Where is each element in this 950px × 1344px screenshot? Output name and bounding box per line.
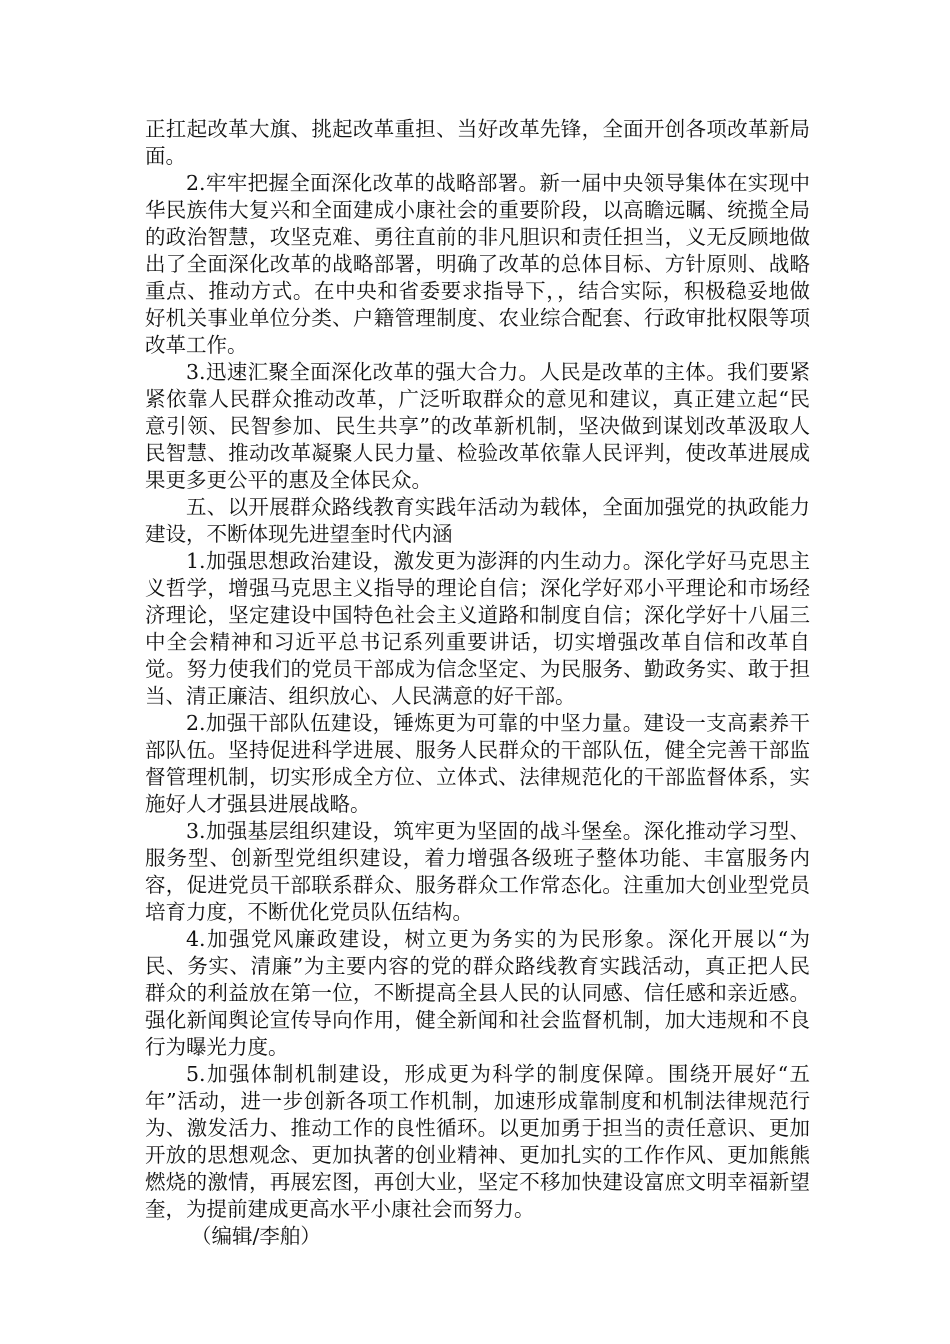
paragraph-continuation: 正扛起改革大旗、挑起改革重担、当好改革先锋，全面开创各项改革新局面。 [145,117,810,168]
paragraph-integrity: 4.加强党风廉政建设，树立更为务实的为民形象。深化开展以“为民、务实、清廉”为主要内容的党的群众路线教育实践活动，真正把人民群众的利益放在第一位，不断提高全县人民的认同感、信任感和亲近感。强化新闻舆论宣传导向作用，健全新闻和社会监督机制，加大违规和不良行为曝光力度。 [145,927,810,1059]
section-heading-five: 五、以开展群众路线教育实践年活动为载体，全面加强党的执政能力建设，不断体现先进望奎时代内涵 [145,495,810,546]
document-page [145,116,810,1250]
paragraph-ideology: 1.加强思想政治建设，激发更为澎湃的内生动力。深化学好马克思主义哲学，增强马克思主义指导的理论自信；深化学好邓小平理论和市场经济理论，坚定建设中国特色社会主义道路和制度自信；深化学好十八届三中全会精神和习近平总书记系列重要讲话，切实增强改革自信和改革自觉。努力使我们的党员干部成为信念坚定、为民服务、勤政务实、敢于担当、清正廉洁、组织放心、人民满意的好干部。 [145,549,810,708]
paragraph-institutions: 5.加强体制机制建设，形成更为科学的制度保障。围绕开展好“五年”活动，进一步创新各项工作机制，加速形成靠制度和机制法律规范行为、激发活力、推动工作的良性循环。以更加勇于担当的责任意识、更加开放的思想观念、更加执著的创业精神、更加扎实的工作作风、更加熊熊燃烧的激情，再展宏图，再创大业，坚定不移加快建设富庶文明幸福新望奎，为提前建成更高水平小康社会而努力。 [145,1062,810,1221]
paragraph-grassroots: 3.加强基层组织建设，筑牢更为坚固的战斗堡垒。深化推动学习型、服务型、创新型党组织建设，着力增强各级班子整体功能、丰富服务内容，促进党员干部联系群众、服务群众工作常态化。注重加大创业型党员培育力度，不断优化党员队伍结构。 [145,819,810,924]
paragraph-reform-force: 3.迅速汇聚全面深化改革的强大合力。人民是改革的主体。我们要紧紧依靠人民群众推动改革，广泛听取群众的意见和建议，真正建立起“民意引领、民智参加、民生共享”的改革新机制，坚决做到谋划改革汲取人民智慧、推动改革凝聚人民力量、检验改革依靠人民评判，使改革进展成果更多更公平的惠及全体民众。 [145,360,810,492]
paragraph-reform-strategy: 2.牢牢把握全面深化改革的战略部署。新一届中央领导集体在实现中华民族伟大复兴和全面建成小康社会的重要阶段，以高瞻远瞩、统揽全局的政治智慧，攻坚克难、勇往直前的非凡胆识和责任担当，义无反顾地做出了全面深化改革的战略部署，明确了改革的总体目标、方针原则、战略重点、推动方式。在中央和省委要求指导下，，结合实际，积极稳妥地做好机关事业单位分类、户籍管理制度、农业综合配套、行政审批权限等项改革工作。 [145,171,810,357]
paragraph-cadre: 2.加强干部队伍建设，锤炼更为可靠的中坚力量。建设一支高素养干部队伍。坚持促进科学进展、服务人民群众的干部队伍，健全完善干部监督管理机制，切实形成全方位、立体式、法律规范化的干部监督体系，实施好人才强县进展战略。 [145,711,810,816]
editor-credit: （编辑/李舶） [191,1224,321,1248]
